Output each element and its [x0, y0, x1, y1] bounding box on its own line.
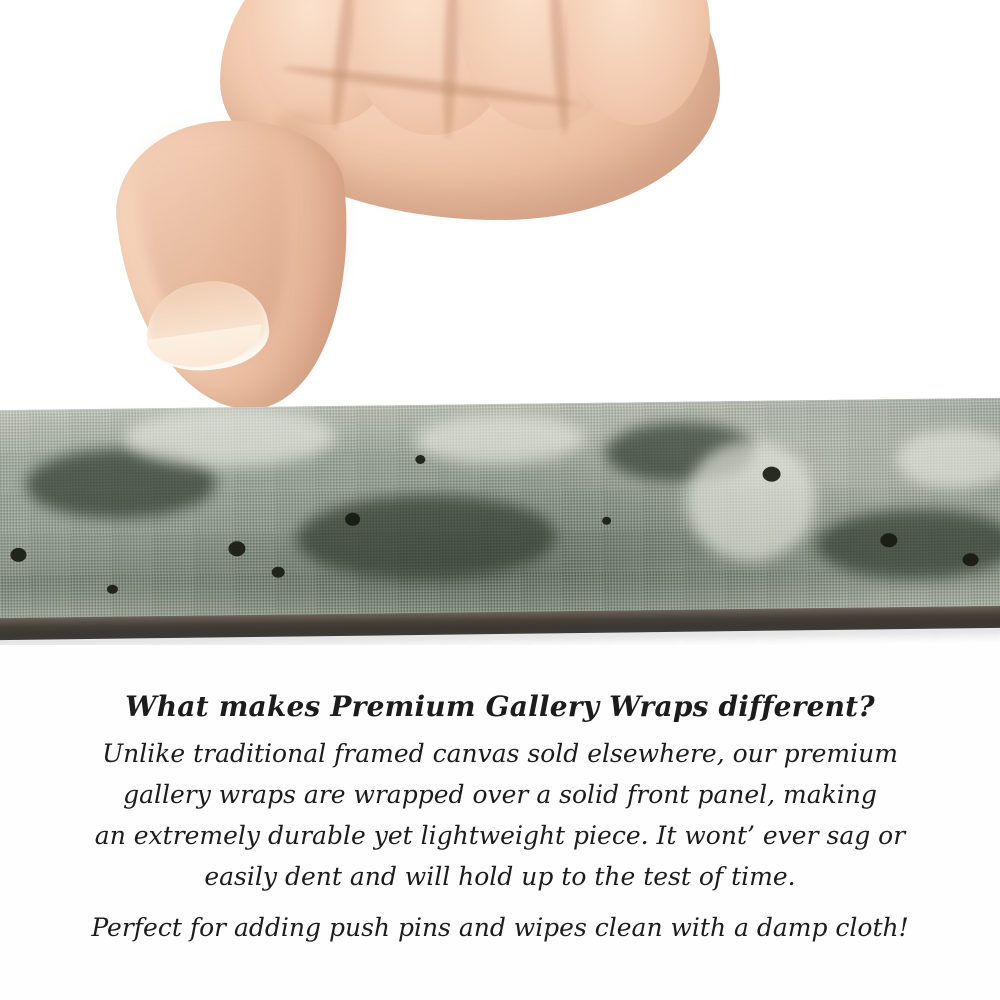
canvas-texture-blotch: [296, 493, 557, 581]
canvas-speck: [228, 541, 245, 556]
canvas-speck: [107, 585, 118, 594]
canvas-speck: [415, 455, 425, 464]
canvas-speck: [272, 567, 285, 578]
canvas-speck: [345, 513, 360, 526]
caption-line-4: easily dent and will hold up to the test of time.: [204, 862, 796, 891]
canvas-speck: [602, 517, 611, 525]
hand-illustration: [100, 0, 720, 430]
caption-line-2: gallery wraps are wrapped over a solid front panel, making: [123, 780, 877, 809]
caption-block: [0, 690, 1000, 948]
caption-line-3: an extremely durable yet lightweight piece. It wont’ ever sag or: [94, 821, 906, 850]
caption-line-1: Unlike traditional framed canvas sold elsewhere, our premium: [102, 739, 898, 768]
canvas-wrap-edge: [0, 398, 1000, 624]
canvas-texture-highlight: [895, 428, 1000, 489]
canvas-texture-highlight: [415, 413, 586, 465]
canvas-speck: [10, 548, 26, 562]
caption-closing-line: Perfect for adding push pins and wipes clean with a damp cloth!: [91, 913, 909, 942]
canvas-texture-blotch: [816, 508, 1000, 580]
canvas-texture-highlight: [685, 440, 816, 562]
caption-heading: What makes Premium Gallery Wraps different?: [125, 690, 875, 723]
canvas-texture-highlight: [125, 406, 336, 469]
